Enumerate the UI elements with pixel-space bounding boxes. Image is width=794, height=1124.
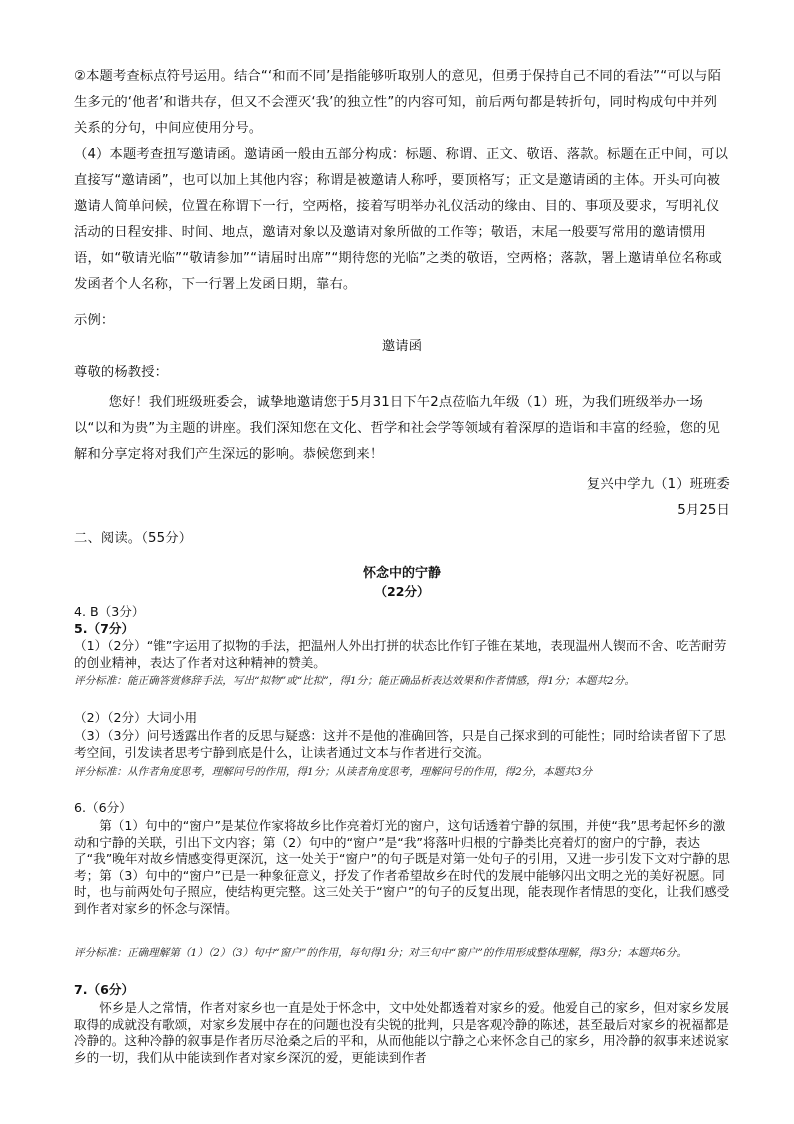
letter-body: 您好！我们班级班委会，诚挚地邀请您于5月31日下午2点莅临九年级（1）班，为我们班级举办一场以“以和为贵”为主题的讲座。我们深知您在文化、哲学和社会学等领域有着深厚的造诣和丰富的经验，您的见解和分享定将对我们产生深远的影响。恭候您到来！ [74, 395, 721, 462]
reading-title: 怀念中的宁静 [362, 566, 441, 581]
answer-q5-heading: 5.（7分） [74, 621, 135, 636]
answer-q5-1-standard: 评分标准：能正确答赏修辞手法，写出“拟物”或“比拟”，得1分；能正确品析表达效果和作者情感，得1分；本题共2分。 [74, 675, 635, 687]
answer-q6: 第（1）句中的“窗户”是某位作家将故乡比作亮着灯光的窗户，这句话透着宁静的氛围，并使“我”思考起怀乡的激动和宁静的关联，引出下文内容；第（2）句中的“窗户”是“我”将落叶归根的宁静类比亮着灯的窗户的宁静，表达了“我”晚年对故乡情感变得更深沉，这一处关于“窗户”的句子既是对第一处句子的引用，又进一步引发下文对宁静的思考；第（3）句中的“窗户”已是一种象征意义，抒发了作者希望故乡在时代的发展中能够闪出文明之光的美好祝愿。同时，也与前两处句子照应，使结构更完整。这三处关于“窗户”的句子的反复出现，能表现作者情思的变化，让我们感受到作者对家乡的怀念与深情。 [74, 818, 730, 916]
answer-q5-2: （2）（2分）大词小用 [74, 710, 198, 725]
reading-score: （22分） [374, 584, 430, 599]
letter-title: 邀请函 [381, 339, 423, 354]
answer-q6-standard: 评分标准：正确理解第（1）（2）（3）句中“窗户”的作用，每句得1分；对三句中“窗户”的作用形成整体理解，得3分；本题共6分。 [74, 947, 687, 959]
answer-q7-heading: 7.（6分） [74, 982, 135, 997]
answer-q4: 4. B（3分） [74, 604, 145, 619]
example-label: 示例： [74, 313, 115, 328]
punctuation-answer: ②本题考查标点符号运用。结合“‘和而不同’是指能够听取别人的意见，但勇于保持自己不同的看法”“可以与陌生多元的‘他者’和谐共存，但又不会湮灭‘我’的独立性”的内容可知，前后两句都是转折句，同时构成句中并列关系的分句，中间应使用分号。 [74, 69, 722, 136]
section-heading: 二、阅读。（55分） [74, 531, 193, 546]
letter-signature: 复兴中学九（1）班班委 [586, 477, 730, 492]
answer-q5-3-standard: 评分标准：从作者角度思考，理解问号的作用，得1分；从读者角度思考，理解问号的作用，得2分，本题共3分 [74, 766, 593, 778]
answer-q6-heading: 6.（6分） [74, 800, 132, 815]
answer-q5-1: （1）（2分）“锥”字运用了拟物的手法，把温州人外出打拼的状态比作钉子锥在某地，表现温州人锲而不舍、吃苦耐劳的创业精神，表达了作者对这种精神的赞美。 [74, 638, 727, 670]
letter-date: 5月25日 [677, 503, 730, 518]
invitation-explanation: （4）本题考查扭写邀请函。邀请函一般由五部分构成：标题、称谓、正文、敬语、落款。标题在正中间，可以直接写“邀请函”，也可以加上其他内容；称谓是被邀请人称呼，要顶格写；正文是邀请函的主体。开头可向被邀请人简单问候，位置在称谓下一行，空两格，接着写明举办礼仪活动的缘由、目的、事项及要求，写明礼仪活动的日程安排、时间、地点，邀请对象以及邀请对象所做的工作等；敬语，末尾一般要写常用的邀请惯用语，如“敬请光临”“敬请参加”“请届时出席”“期待您的光临”之类的敬语，空两格；落款，署上邀请单位名称或发函者个人名称，下一行署上发函日期，靠右。 [74, 147, 729, 292]
answer-q7: 怀乡是人之常情，作者对家乡也一直是处于怀念中，文中处处都透着对家乡的爱。他爱自己的家乡，但对家乡发展取得的成就没有歌颂，对家乡发展中存在的问题也没有尖锐的批判，只是客观冷静的陈述，甚至最后对家乡的祝福都是冷静的。这种冷静的叙事是作者历尽沧桑之后的平和，从而他能以宁静之心来怀念自己的家乡，用冷静的叙事来述说家乡的一切，我们从中能读到作者对家乡深沉的爱，更能读到作者 [74, 1000, 729, 1065]
letter-salutation: 尊敬的杨教授： [74, 365, 169, 380]
answer-q5-3: （3）（3分）问号透露出作者的反思与疑惑：这并不是他的准确回答，只是自己探求到的可能性；同时给读者留下了思考空间，引发读者思考宁静到底是什么，让读者通过文本与作者进行交流。 [74, 728, 727, 760]
